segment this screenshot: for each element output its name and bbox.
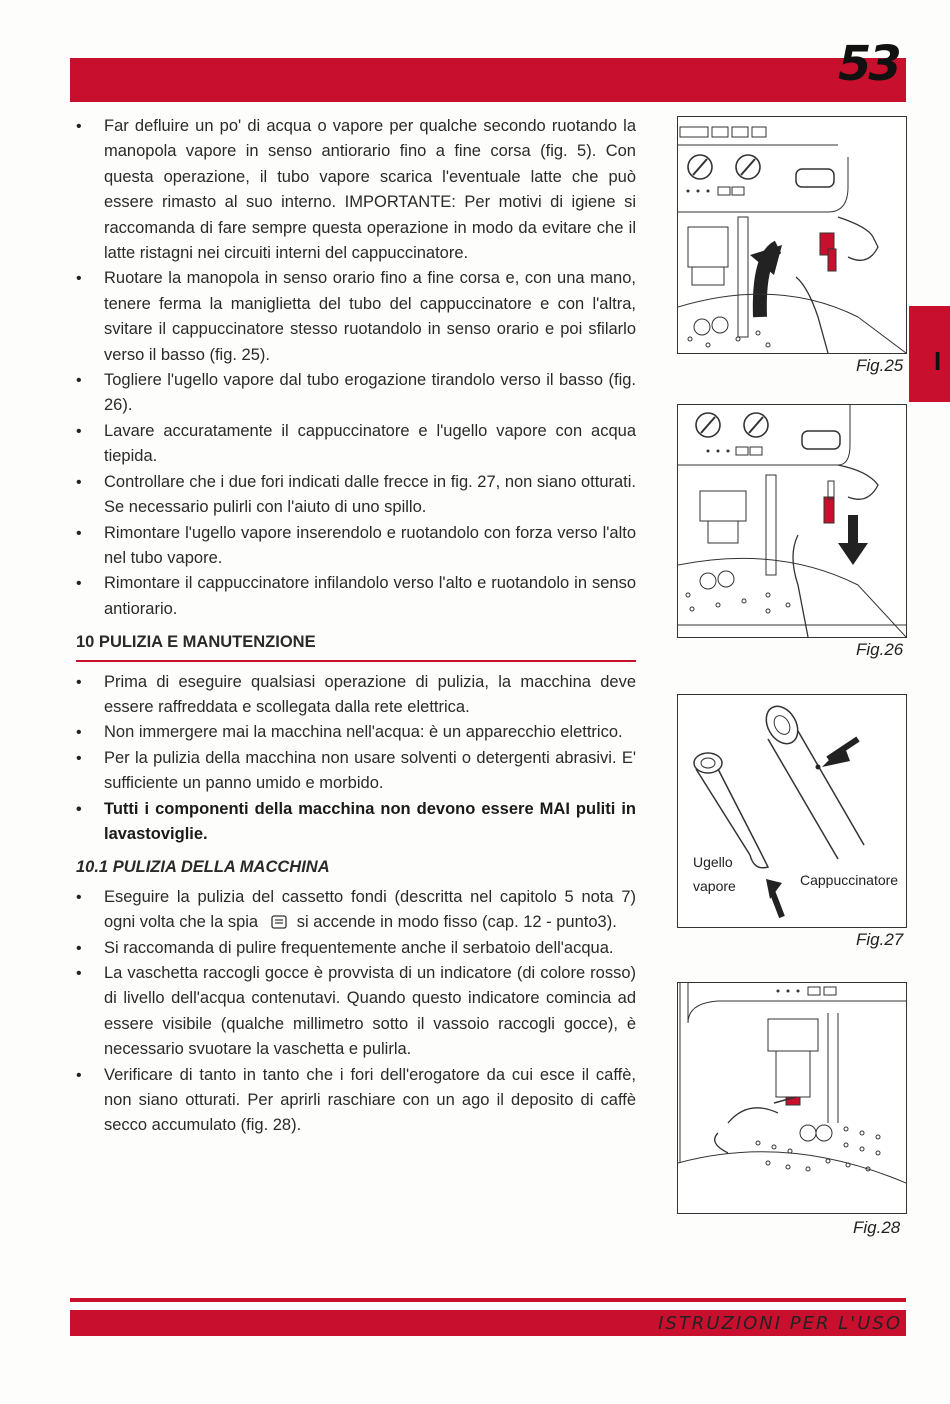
figure-26-caption: Fig.26 [856,640,904,659]
bullet-list-maintenance [76,670,636,797]
bullet-item: • La vaschetta raccogli gocce è provvista di un indicatore (di colore rosso) di livello dell'acqua contenutavi. Quando questo indicatore comincia ad essere visibile (qualche millimetro sotto il vassoio raccogli gocce), è necessario svuotare la vaschetta e pulirla. [76,961,636,1063]
header-red-bar [70,58,906,102]
bullet-item: • Per la pulizia della macchina non usare solventi o detergenti abrasivi. E' sufficiente un panno umido e morbido. [76,746,636,797]
figure-27-label-cappuccinatore: Cappuccinatore [800,872,899,888]
text-column [76,114,636,1139]
bullet-list-more-cleaning [76,936,636,1139]
bullet-item: • Togliere l'ugello vapore dal tubo erogazione tirandolo verso il basso (fig. 26). [76,368,636,419]
figure-27-label-nozzle-line1: Ugello [693,854,733,870]
bullet-spia-text-after: si accende in modo fisso (cap. 12 - punto3). [296,913,617,932]
bullet-spia [76,885,636,936]
footer-red-line [70,1298,906,1302]
grounds-container-icon [271,915,287,929]
bullet-list-machine-cleaning [76,885,636,936]
figure-25-caption: Fig.25 [856,356,904,375]
page-number: 53 [838,36,899,92]
figure-28-illustration [677,982,907,1214]
bullet-item: • Controllare che i due fori indicati dalle frecce in fig. 27, non siano otturati. Se necessario pulirli con l'aiuto di uno spillo. [76,470,636,521]
figure-26-illustration [677,404,907,638]
footer-title: ISTRUZIONI PER L'USO [658,1313,902,1334]
bullet-item: • Lavare accuratamente il cappuccinatore e l'ugello vapore con acqua tiepida. [76,419,636,470]
subsection-title: 10.1 PULIZIA DELLA MACCHINA [76,858,330,877]
bullet-item: • Ruotare la manopola in senso orario fino a fine corsa e, con una mano, tenere ferma la maniglietta del tubo del cappuccinatore e con l'altra, svitare il cappuccinatore stesso ruotandolo in senso orario e poi sfilarlo verso il basso (fig. 25). [76,266,636,368]
bullet-item: • Far defluire un po' di acqua o vapore per qualche secondo ruotando la manopola vapore in senso antiorario fino a fine corsa (fig. 5). Con questa operazione, il tubo vapore scarica l'eventuale latte che può essere rimasto al suo interno. IMPORTANTE: Per motivi di igiene si raccomanda di fare sempre questa operazione in modo da evitare che il latte ristagni nei circuiti interni del cappuccinatore. [76,114,636,266]
bullet-warning-dishwasher: • Tutti i componenti della macchina non devono essere MAI puliti in lavastoviglie. [76,797,636,848]
bullet-item: • Si raccomanda di pulire frequentemente anche il serbatoio dell'acqua. [76,936,636,961]
language-side-tab-letter: I [934,346,942,376]
language-side-tab [909,306,950,402]
section-title: 10 PULIZIA E MANUTENZIONE [76,630,636,661]
bullet-list-cleaning-steps [76,114,636,622]
bullet-item: • Prima di eseguire qualsiasi operazione di pulizia, la macchina deve essere raffreddata e scollegata dalla rete elettrica. [76,670,636,721]
figure-25-illustration [677,116,907,354]
bullet-item: • Rimontare il cappuccinatore infilandolo verso l'alto e ruotandolo in senso antiorario. [76,571,636,622]
figure-27-label-nozzle-line2: vapore [693,878,736,894]
bullet-item: • Non immergere mai la macchina nell'acqua: è un apparecchio elettrico. [76,720,636,745]
figure-28-caption: Fig.28 [853,1218,901,1237]
bullet-item: • Verificare di tanto in tanto che i fori dell'erogatore da cui esce il caffè, non siano otturati. Per aprirli raschiare con un ago il deposito di caffè secco accumulato (fig. 28). [76,1063,636,1139]
bullet-spia-text-before: Eseguire la pulizia del cassetto fondi (descritta nel capitolo 5 nota 7) ogni volta che la spia [104,887,636,932]
figure-27-caption: Fig.27 [856,930,904,949]
bullet-list-warning [76,797,636,848]
bullet-item: • Rimontare l'ugello vapore inserendolo e ruotandolo con forza verso l'alto nel tubo vapore. [76,521,636,572]
